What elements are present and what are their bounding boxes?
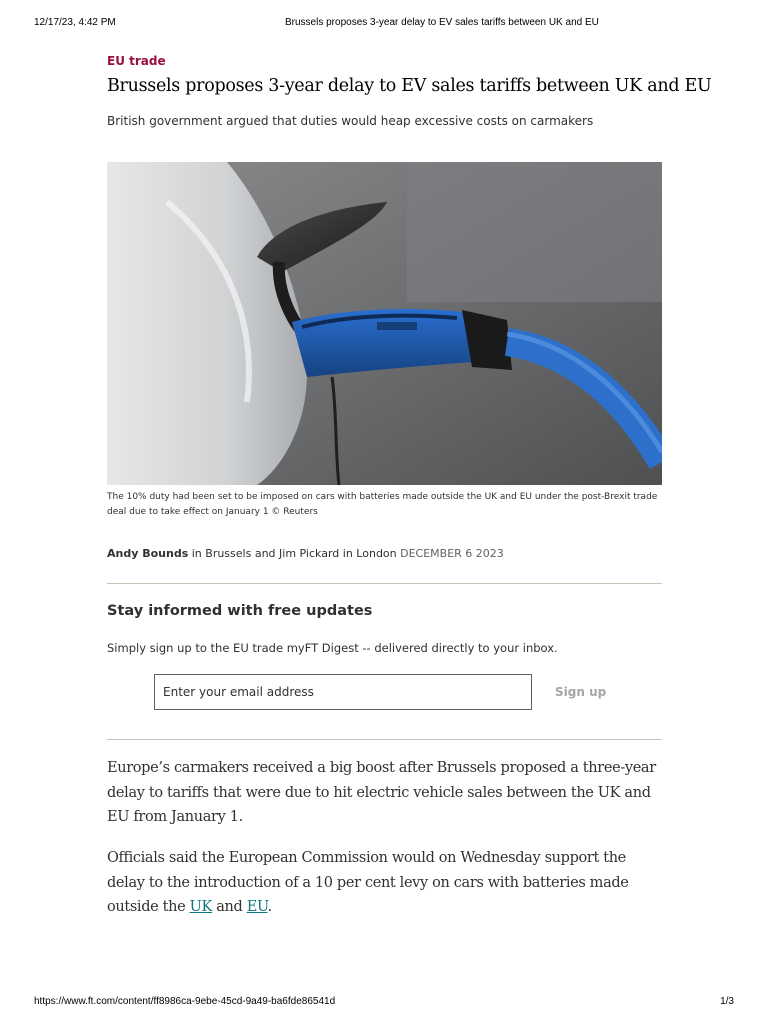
topic-link[interactable]: EU trade xyxy=(107,54,166,68)
print-doc-title: Brussels proposes 3-year delay to EV sales tariffs between UK and EU xyxy=(285,17,599,28)
email-input[interactable]: Enter your email address xyxy=(154,674,532,710)
newsletter-description: Simply sign up to the EU trade myFT Digest -- delivered directly to your inbox. xyxy=(107,641,558,655)
paragraph-text: . xyxy=(267,899,272,915)
body-paragraph xyxy=(107,846,667,920)
uk-topic-link[interactable]: UK xyxy=(189,899,212,915)
publish-date: DECEMBER 6 2023 xyxy=(400,547,504,560)
divider xyxy=(107,739,662,740)
article-headline: Brussels proposes 3-year delay to EV sales tariffs between UK and EU xyxy=(107,76,712,96)
signup-button[interactable]: Sign up xyxy=(555,685,607,699)
ev-charger-photo xyxy=(107,162,662,485)
newsletter-title: Stay informed with free updates xyxy=(107,603,373,619)
byline-location: in Brussels and xyxy=(188,547,280,560)
ev-charger-photo-art xyxy=(107,162,662,485)
image-caption: The 10% duty had been set to be imposed on cars with batteries made outside the UK and EU under the post-Brexit trade deal due to take effect on January 1 © Reuters xyxy=(107,492,658,517)
body-paragraph: Europe’s carmakers received a big boost after Brussels proposed a three-year delay to tariffs that were due to hit electric vehicle sales between the UK and EU from January 1. xyxy=(107,760,656,825)
author-link[interactable]: Jim Pickard xyxy=(279,547,340,560)
eu-topic-link[interactable]: EU xyxy=(246,899,268,915)
byline-location: in London xyxy=(339,547,401,560)
byline xyxy=(107,547,662,560)
paragraph-text: and xyxy=(211,899,247,915)
page-number: 1/3 xyxy=(720,996,734,1007)
article-standfirst: British government argued that duties would heap excessive costs on carmakers xyxy=(107,114,594,128)
paragraph-text: Officials said the European Commission would on Wednesday support the delay to the introduction of a 10 per cent levy on cars with batteries made outside the xyxy=(107,850,629,915)
print-url: https://www.ft.com/content/ff8986ca-9ebe-45cd-9a49-ba6fde86541d xyxy=(34,996,336,1007)
divider xyxy=(107,583,662,584)
print-datetime: 12/17/23, 4:42 PM xyxy=(34,17,116,28)
author-link[interactable]: Andy Bounds xyxy=(107,547,189,560)
